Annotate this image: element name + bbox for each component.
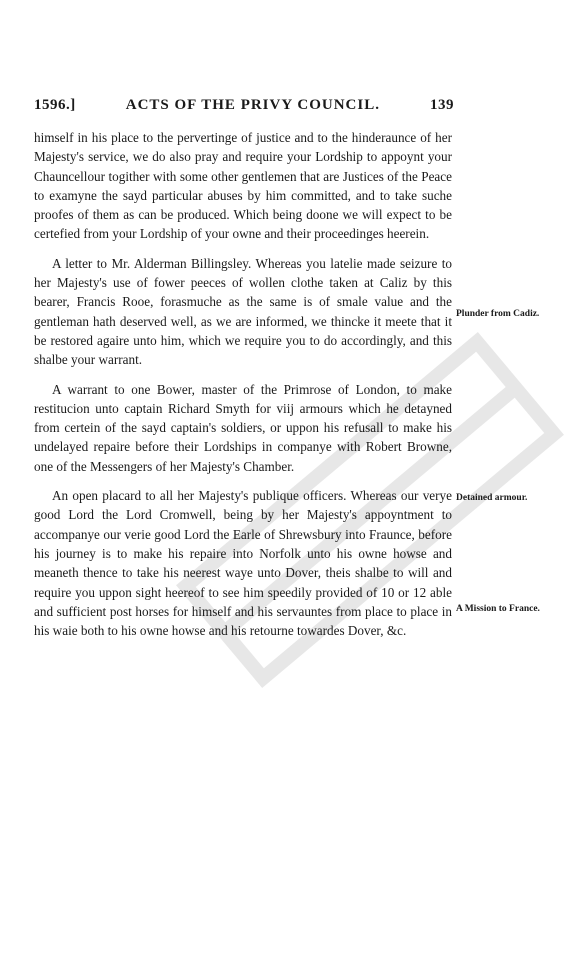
header-year: 1596.]	[34, 97, 76, 113]
header-title: ACTS OF THE PRIVY COUNCIL.	[125, 97, 380, 113]
paragraph-continuation: himself in his place to the pervertinge of justice and to the hinderaunce of her Majesty's service, we do also pray and require your Lordship to appoynt your Chauncellour togither with some other gentlemen that are Justices of the Peace to examyne the sayd particular abuses by him committed, and to take suche proofes of them as can be produced. Which being doone we will expect to be certefied from your Lordship of your owne and their proceedinges heerein.	[34, 130, 452, 242]
paragraph-placard-cromwell: An open placard to all her Majesty's publique officers. Whereas our verye good Lord the Lord Cromwell, being by her Majesty's appoyntment to accompanye our verie good Lord the Earle of Shrewsbury into Fraunce, before his journey is to make his repaire into Norfolk unto his owne howse and meaneth thence to take his neerest waye unto Dover, theis shalbe to will and require you uppon sight heereof to see him speedily provided of 10 or 12 able and sufficient post horses for himself and his servauntes from place to place in his waie both to his owne howse and his retourne towardes Dover, &c.	[34, 488, 452, 639]
paragraph-warrant-bower: A warrant to one Bower, master of the Primrose of London, to make restitucion unto captain Richard Smyth for viij armours which he detayned from certein of the sayd captain's soldiers, or uppon his refusall to make his undelayed repaire before their Lordships in companye with Robert Browne, one of the Messengers of her Majesty's Chamber.	[34, 381, 452, 474]
running-header	[34, 97, 454, 114]
paragraph-letter-billingsley: A letter to Mr. Alderman Billingsley. Whereas you latelie made seizure to her Majesty's use of fower peeces of wollen clothe taken at Caliz by this bearer, Francis Rooe, forasmuche as the same is of smale value and the gentleman hath deserved well, as we are informed, we thincke it meete that it be restored agaire unto him, which we require you to do accordingly, and this shalbe your warrant.	[34, 255, 452, 368]
sidenote-plunder: Plunder from Cadiz.	[456, 309, 540, 319]
sidenote-armour: Detained armour.	[456, 493, 528, 503]
page-number: 139	[429, 97, 454, 113]
body-text	[34, 128, 452, 640]
sidenote-mission: A Mission to France.	[456, 604, 540, 614]
